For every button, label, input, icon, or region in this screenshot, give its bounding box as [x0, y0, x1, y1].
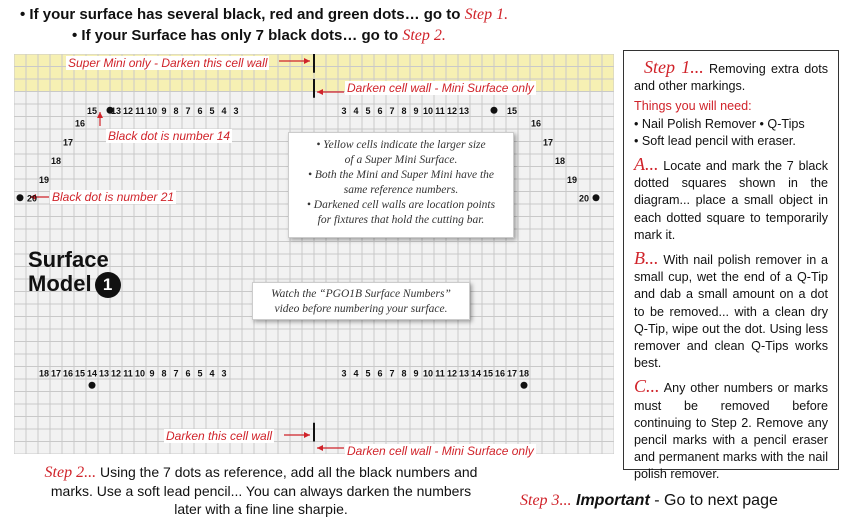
grid-number: 11: [123, 368, 133, 379]
grid-number: 16: [62, 368, 74, 379]
note-line: • Both the Mini and Super Mini have the: [307, 169, 495, 181]
grid-number: 9: [413, 368, 419, 379]
note-line: Watch the “PGO1B Surface Numbers”: [271, 288, 451, 300]
grid-number: 6: [377, 368, 383, 379]
grid-number: 14: [470, 368, 482, 379]
grid-number: 5: [365, 368, 371, 379]
instruction-line-1-text: • If your surface has several black, red and green dots… go to: [20, 6, 461, 23]
section-b-title: B...: [634, 248, 659, 269]
grid-number: 5: [209, 106, 215, 116]
grid-number: 7: [185, 106, 191, 116]
step1-text: Removing extra dots and other markings.: [634, 62, 828, 94]
grid-number: 10: [422, 106, 434, 116]
grid-number: 11: [435, 368, 445, 379]
grid-number: 12: [446, 106, 458, 116]
grid-number: 4: [209, 368, 215, 379]
section-a-text: Locate and mark the 7 black dotted squares shown in the diagram... place a small object in each dotted square to temporarily mark it.: [634, 159, 828, 242]
grid-number: 10: [422, 368, 434, 379]
grid-number: 14: [86, 368, 98, 379]
surface-label-line2: Model: [28, 271, 92, 296]
grid-number: 15: [86, 106, 98, 116]
grid-number: 7: [173, 368, 179, 379]
grid-number: 3: [341, 106, 347, 116]
grid-number: 6: [197, 106, 203, 116]
grid-number: 15: [506, 106, 518, 116]
grid-number: 3: [341, 368, 347, 379]
grid-number: 17: [62, 137, 74, 148]
grid-number: 5: [197, 368, 203, 379]
instruction-line-2-text: • If your Surface has only 7 black dots… go to: [72, 27, 399, 44]
grid-number: 13: [458, 368, 470, 379]
grid-number: 13: [98, 368, 110, 379]
grid-number: 6: [377, 106, 383, 116]
grid-number: 20: [26, 193, 38, 204]
grid-number: 12: [446, 368, 458, 379]
grid-number: 9: [413, 106, 419, 116]
model-number-badge: 1: [95, 272, 121, 298]
grid-number: 16: [74, 118, 86, 129]
need-item-2: • Soft lead pencil with eraser.: [634, 133, 796, 148]
annotation-black-dot-21: Black dot is number 21: [52, 190, 175, 204]
annotation-darken-mini-bottom: Darken cell wall - Mini Surface only: [347, 444, 534, 458]
grid-number: 5: [365, 106, 371, 116]
note-line: of a Super Mini Surface.: [344, 154, 458, 166]
step2-instructions: [36, 463, 486, 518]
instruction-line-1: [20, 6, 508, 24]
step1-panel: [623, 50, 839, 482]
need-title: Things you will need:: [634, 99, 752, 114]
grid-number: 19: [566, 174, 578, 185]
section-a-title: A...: [634, 154, 659, 175]
grid-number: 18: [554, 156, 566, 166]
grid-number: 4: [353, 368, 359, 379]
black-dot: [491, 107, 498, 114]
grid-number: 15: [482, 368, 494, 379]
grid-number: 18: [518, 368, 530, 379]
grid-number: 16: [494, 368, 506, 379]
note-line: • Yellow cells indicate the larger size: [316, 139, 486, 151]
info-note-video: [252, 282, 470, 320]
step2-text: Using the 7 dots as reference, add all the black numbers and marks. Use a soft lead pencil... You can always darken the numbers later with a fine line sharpie.: [50, 464, 478, 517]
grid-number: 6: [185, 368, 191, 379]
instruction-line-2-step: Step 2.: [402, 27, 446, 44]
grid-number: 4: [221, 106, 227, 116]
step3-instructions: [520, 492, 778, 510]
note-line: video before numbering your surface.: [274, 303, 448, 315]
grid-number: 19: [38, 174, 50, 185]
step3-text: - Go to next page: [654, 492, 778, 509]
need-item-1: • Nail Polish Remover • Q-Tips: [634, 116, 805, 131]
section-c-title: C...: [634, 376, 660, 397]
annotation-darken-this: Darken this cell wall: [166, 429, 273, 443]
grid-number: 17: [542, 137, 554, 148]
grid-number: 18: [38, 368, 50, 379]
black-dot: [521, 382, 528, 389]
black-dot: [89, 382, 96, 389]
grid-number: 3: [233, 106, 239, 116]
grid-number: 3: [221, 368, 227, 379]
grid-number: 11: [135, 106, 145, 116]
step3-important: Important: [576, 492, 650, 509]
grid-number: 11: [435, 106, 445, 116]
info-note-yellow-cells: [288, 132, 514, 238]
annotation-black-dot-14: Black dot is number 14: [108, 129, 231, 143]
grid-number: 10: [134, 368, 146, 379]
grid-number: 9: [161, 106, 167, 116]
step3-title: Step 3...: [520, 492, 572, 509]
note-line: for fixtures that hold the cutting bar.: [317, 214, 485, 226]
grid-number: 13: [458, 106, 470, 116]
grid-number: 18: [50, 156, 62, 166]
grid-number: 7: [389, 106, 395, 116]
note-line: same reference numbers.: [343, 184, 459, 196]
instruction-line-2: [72, 27, 446, 45]
grid-number: 17: [50, 368, 62, 379]
grid-number: 4: [353, 106, 359, 116]
grid-number: 8: [401, 368, 407, 379]
annotation-darken-mini-top: Darken cell wall - Mini Surface only: [347, 81, 534, 95]
grid-number: 15: [74, 368, 86, 379]
instruction-line-1-step: Step 1.: [464, 6, 509, 23]
grid-number: 9: [149, 368, 155, 379]
note-line: • Darkened cell walls are location points: [306, 199, 496, 211]
grid-number: 16: [530, 118, 542, 129]
step1-title: Step 1...: [644, 57, 704, 77]
black-dot: [593, 194, 600, 201]
grid-number: 20: [578, 193, 590, 204]
surface-model-label: [28, 248, 121, 298]
grid-number: 13: [110, 106, 122, 116]
grid-number: 7: [389, 368, 395, 379]
black-dot: [17, 194, 24, 201]
grid-number: 17: [506, 368, 518, 379]
grid-number: 12: [122, 106, 134, 116]
grid-number: 8: [173, 106, 179, 116]
grid-number: 8: [401, 106, 407, 116]
annotation-super-mini: Super Mini only - Darken this cell wall: [68, 56, 268, 70]
grid-number: 8: [161, 368, 167, 379]
step2-title: Step 2...: [44, 464, 97, 481]
grid-number: 12: [110, 368, 122, 379]
grid-number: 10: [146, 106, 158, 116]
section-b-text: With nail polish remover in a small cup, wet the end of a Q-Tip and dab a small amount on a dot to be removed... with a clean dry Q-Tip, wipe out the dot. Using less remover and clean Q-Tips works best.: [634, 253, 829, 371]
surface-label-line1: Surface: [28, 247, 109, 272]
section-c-text: Any other numbers or marks must be removed before continuing to Step 2. Remove any pencil marks with a pencil eraser and permanent marks with the nail polish remover.: [634, 381, 828, 482]
